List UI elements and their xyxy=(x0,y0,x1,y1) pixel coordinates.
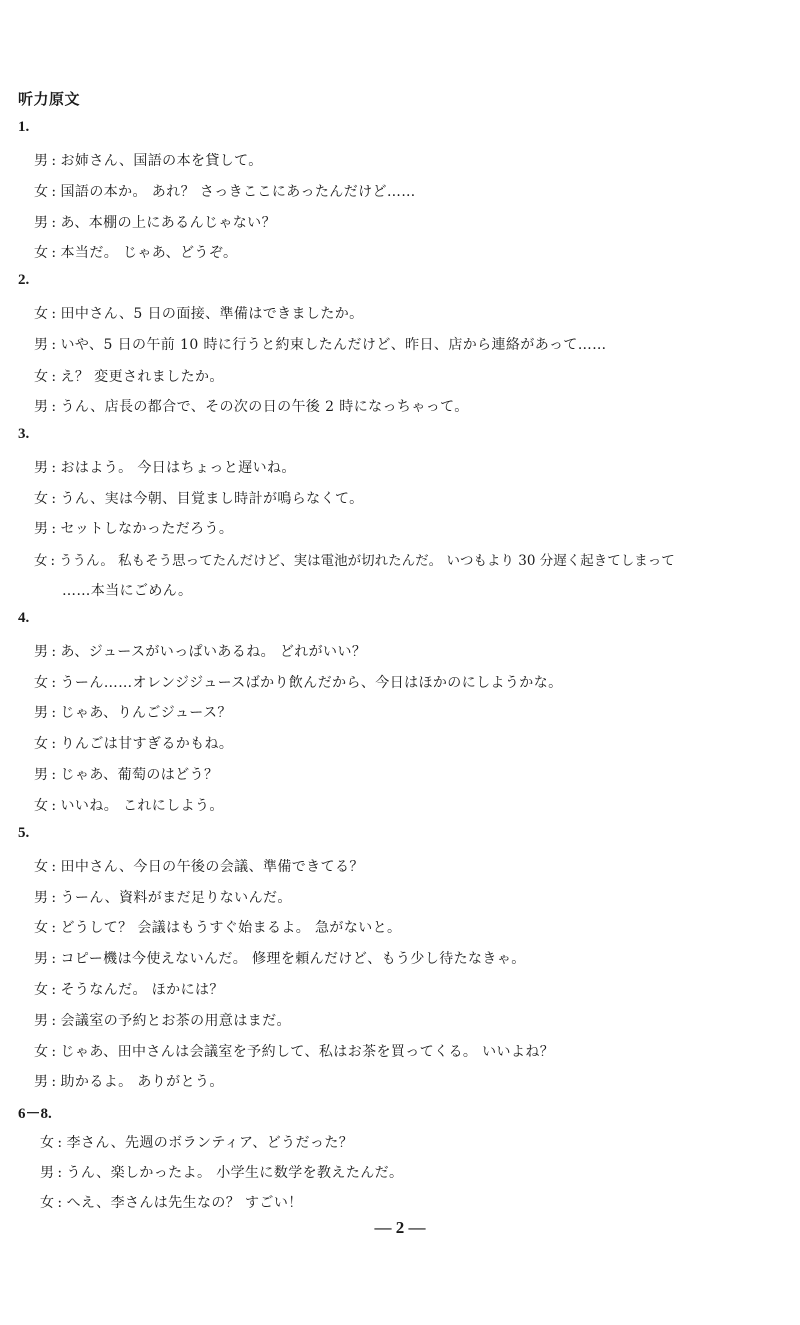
dialogue-line xyxy=(34,334,607,354)
speaker-label: 女 xyxy=(34,369,49,385)
separator: : xyxy=(51,644,57,660)
speaker-label: 女 xyxy=(34,553,48,569)
speaker-label: 女 xyxy=(40,1135,55,1151)
dialogue-line xyxy=(34,764,218,784)
separator: : xyxy=(51,369,57,385)
dialogue-line xyxy=(34,1010,291,1030)
line-text: あ、ジュースがいっぱいあるね。 どれがいい？ xyxy=(60,644,367,660)
dialogue-line xyxy=(34,242,237,262)
line-text: いいね。 これにしよう。 xyxy=(60,798,224,814)
line-text: うん、実は今朝、目覚まし時計が鳴らなくて。 xyxy=(60,491,364,507)
separator: : xyxy=(57,1135,63,1151)
speaker-label: 男 xyxy=(34,890,49,906)
line-continuation: ……本当にごめん。 xyxy=(62,583,193,599)
separator: : xyxy=(51,920,57,936)
speaker-label: 男 xyxy=(34,399,49,415)
line-text: あ、本棚の上にあるんじゃない？ xyxy=(60,215,276,231)
speaker-label: 男 xyxy=(34,705,49,721)
dialogue-line xyxy=(34,979,224,999)
line-text: どうして？ 会議はもうすぐ始まるよ。 急がないと。 xyxy=(60,920,402,936)
separator: : xyxy=(51,399,57,415)
dialogue-line xyxy=(34,948,526,968)
line-text: そうなんだ。 ほかには？ xyxy=(60,982,224,998)
separator: : xyxy=(57,1165,63,1181)
dialogue-line xyxy=(34,212,276,232)
speaker-label: 男 xyxy=(34,644,49,660)
speaker-label: 女 xyxy=(34,736,49,752)
dialogue-line xyxy=(34,856,364,876)
dialogue-line xyxy=(34,702,232,722)
line-text: おはよう。 今日はちょっと遅いね。 xyxy=(60,460,296,476)
separator: : xyxy=(51,337,57,353)
separator: : xyxy=(51,890,57,906)
speaker-label: 男 xyxy=(34,521,49,537)
line-text: お姉さん、国語の本を貸して。 xyxy=(60,153,263,169)
question-number: 6－8. xyxy=(18,1106,52,1122)
dialogue-line xyxy=(34,733,233,753)
separator: : xyxy=(51,245,57,261)
speaker-label: 女 xyxy=(40,1195,55,1211)
separator: : xyxy=(51,153,57,169)
line-text: 助かるよ。 ありがとう。 xyxy=(60,1074,224,1090)
separator: : xyxy=(51,859,57,875)
question-number: 4. xyxy=(18,610,30,626)
question-number: 2. xyxy=(18,272,30,288)
speaker-label: 女 xyxy=(34,184,49,200)
speaker-label: 男 xyxy=(34,460,49,476)
line-text: うーん……オレンジジュースばかり飲んだから、今日はほかのにしようかな。 xyxy=(60,675,563,691)
line-text: セットしなかっただろう。 xyxy=(60,521,234,537)
separator: : xyxy=(51,306,57,322)
line-text: 国語の本か。 あれ？ さっきここにあったんだけど…… xyxy=(60,184,416,200)
dialogue-line xyxy=(34,795,224,815)
separator: : xyxy=(51,798,57,814)
page-number: — 2 — xyxy=(374,1218,426,1237)
line-text: じゃあ、りんごジュース？ xyxy=(60,705,232,721)
dialogue-line xyxy=(34,1071,224,1091)
question-number: 5. xyxy=(18,825,30,841)
separator: : xyxy=(50,553,56,569)
speaker-label: 男 xyxy=(34,1013,49,1029)
dialogue-line xyxy=(34,396,469,416)
line-text: いや、5 日の午前 10 時に行うと約束したんだけど、昨日、店から連絡があって…… xyxy=(60,337,607,353)
separator: : xyxy=(51,982,57,998)
speaker-label: 男 xyxy=(34,951,49,967)
separator: : xyxy=(51,951,57,967)
line-text: 本当だ。 じゃあ、どうぞ。 xyxy=(60,245,238,261)
line-text: うん、店長の都合で、その次の日の午後 2 時になっちゃって。 xyxy=(60,399,469,415)
line-text: じゃあ、葡萄のはどう？ xyxy=(60,767,219,783)
page-title: 听力原文 xyxy=(18,90,81,108)
line-text: へえ、李さんは先生なの？ すごい！ xyxy=(66,1195,303,1211)
speaker-label: 男 xyxy=(34,337,49,353)
dialogue-line xyxy=(34,549,675,569)
line-text: うん、楽しかったよ。 小学生に数学を教えたんだ。 xyxy=(66,1165,404,1181)
dialogue-line xyxy=(34,672,563,692)
line-text: うーん、資料がまだ足りないんだ。 xyxy=(60,890,292,906)
speaker-label: 女 xyxy=(34,245,49,261)
separator: : xyxy=(51,491,57,507)
dialogue-line xyxy=(34,150,263,170)
speaker-label: 男 xyxy=(34,215,49,231)
dialogue-line xyxy=(34,366,224,386)
speaker-label: 女 xyxy=(34,920,49,936)
speaker-label: 男 xyxy=(40,1165,55,1181)
line-text: 会議室の予約とお茶の用意はまだ。 xyxy=(60,1013,291,1029)
dialogue-line xyxy=(34,181,416,201)
dialogue-line xyxy=(34,518,233,538)
dialogue-line xyxy=(34,488,364,508)
line-text: りんごは甘すぎるかもね。 xyxy=(60,736,234,752)
question-number: 1. xyxy=(18,119,30,135)
separator: : xyxy=(51,736,57,752)
dialogue-line xyxy=(34,1041,554,1061)
line-text: 李さん、先週のボランティア、どうだった？ xyxy=(66,1135,354,1151)
dialogue-line xyxy=(34,887,292,907)
separator: : xyxy=(57,1195,63,1211)
question-number: 3. xyxy=(18,426,30,442)
line-text: ううん。 私もそう思ってたんだけど、実は電池が切れたんだ。 いつもより 30 分遅く起きてしまって xyxy=(59,553,675,569)
separator: : xyxy=(51,184,57,200)
speaker-label: 女 xyxy=(34,1044,49,1060)
speaker-label: 女 xyxy=(34,306,49,322)
dialogue-line xyxy=(40,1162,403,1182)
dialogue-line xyxy=(34,917,401,937)
line-text: コピー機は今使えないんだ。 修理を頼んだけど、もう少し待たなきゃ。 xyxy=(60,951,526,967)
line-text: じゃあ、田中さんは会議室を予約して、私はお茶を買ってくる。 いいよね？ xyxy=(60,1044,555,1060)
separator: : xyxy=(51,1074,57,1090)
dialogue-line xyxy=(34,641,366,661)
separator: : xyxy=(51,1044,57,1060)
line-text: 田中さん、5 日の面接、準備はできましたか。 xyxy=(60,306,364,322)
speaker-label: 男 xyxy=(34,767,49,783)
dialogue-line xyxy=(34,303,364,323)
separator: : xyxy=(51,767,57,783)
separator: : xyxy=(51,521,57,537)
dialogue-line xyxy=(40,1192,303,1212)
speaker-label: 女 xyxy=(34,675,49,691)
separator: : xyxy=(51,215,57,231)
separator: : xyxy=(51,705,57,721)
speaker-label: 女 xyxy=(34,982,49,998)
dialogue-line xyxy=(34,457,296,477)
speaker-label: 女 xyxy=(34,491,49,507)
separator: : xyxy=(51,675,57,691)
separator: : xyxy=(51,1013,57,1029)
speaker-label: 女 xyxy=(34,798,49,814)
speaker-label: 男 xyxy=(34,1074,49,1090)
line-text: 田中さん、今日の午後の会議、準備できてる？ xyxy=(60,859,364,875)
line-text: え？ 変更されましたか。 xyxy=(60,369,224,385)
speaker-label: 男 xyxy=(34,153,49,169)
speaker-label: 女 xyxy=(34,859,49,875)
dialogue-line xyxy=(40,1132,353,1152)
separator: : xyxy=(51,460,57,476)
